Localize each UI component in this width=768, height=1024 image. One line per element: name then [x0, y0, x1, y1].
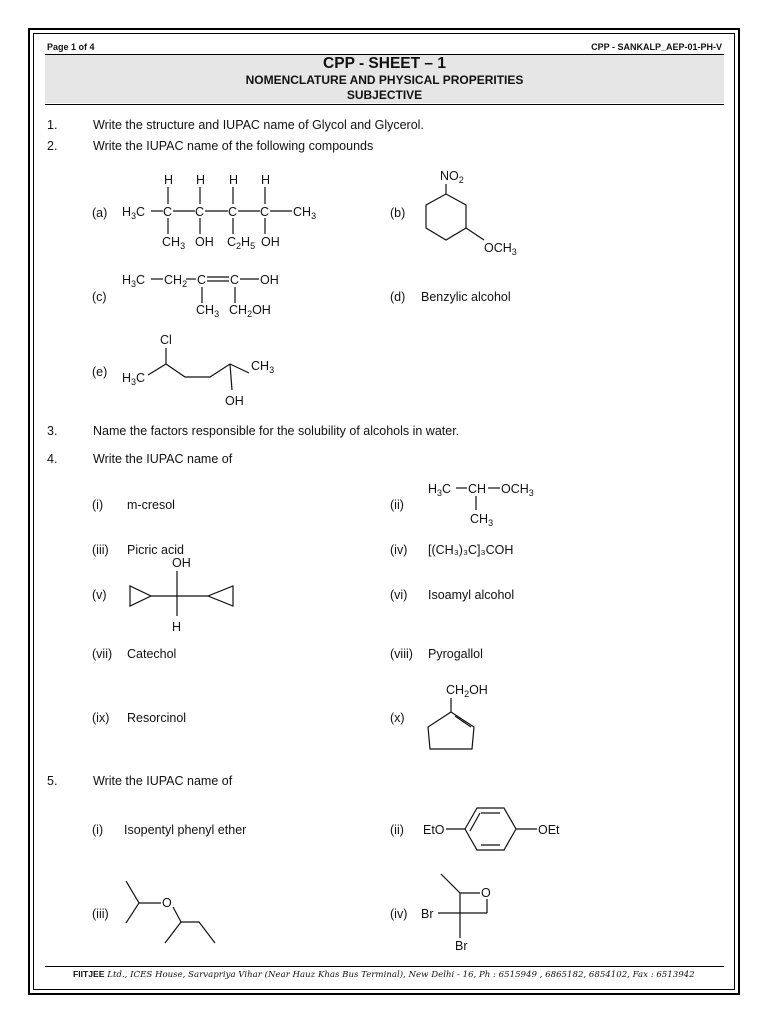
- option-label: (x): [390, 711, 405, 725]
- option-label: (viii): [390, 647, 413, 661]
- svg-text:OEt: OEt: [538, 823, 560, 837]
- question-number: 3.: [47, 424, 58, 438]
- svg-text:OH: OH: [261, 235, 280, 249]
- question-text: Write the structure and IUPAC name of Glycol and Glycerol.: [93, 118, 424, 132]
- question-number: 4.: [47, 452, 58, 466]
- svg-text:Cl: Cl: [160, 333, 172, 347]
- question-text: Name the factors responsible for the solubility of alcohols in water.: [93, 424, 460, 438]
- option-label: (iv): [390, 543, 408, 557]
- svg-text:H3C: $H_3C$: [122, 205, 146, 221]
- svg-text:NO2: $NO_2$: [440, 169, 464, 185]
- svg-text:EtO: EtO: [423, 823, 445, 837]
- svg-text:H3C: $H_3C$: [122, 273, 146, 289]
- document-code: CPP - SANKALP_AEP-01-PH-V: [591, 42, 722, 52]
- svg-text:Br: Br: [421, 907, 434, 921]
- svg-text:C: C: [195, 205, 205, 219]
- section-title: SUBJECTIVE: [346, 88, 423, 102]
- svg-text:OH: OH: [195, 235, 214, 249]
- question-number: 1.: [47, 118, 58, 132]
- option-text: [(CH₃)₃C]₃COH: [428, 543, 514, 557]
- svg-text:OCH3: $OCH_3$: [484, 241, 517, 257]
- footer-brand: FIITJEE: [73, 969, 105, 979]
- svg-text:OH: OH: [225, 394, 244, 408]
- footer-rule: [45, 966, 724, 967]
- option-label: (ii): [390, 498, 404, 512]
- option-text: Isoamyl alcohol: [428, 588, 515, 602]
- option-label: (i): [92, 823, 104, 837]
- svg-text:C: C: [228, 205, 238, 219]
- footer-address: [73, 969, 695, 980]
- option-label: (i): [92, 498, 104, 512]
- svg-text:OCH3: $OCH_3$: [501, 482, 534, 498]
- svg-text:C: C: [230, 273, 240, 287]
- svg-text:O: O: [481, 886, 491, 900]
- sheet-subtitle: NOMENCLATURE AND PHYSICAL PROPERITIES: [245, 73, 524, 87]
- svg-text:C: C: [163, 205, 173, 219]
- option-label: (v): [92, 588, 107, 602]
- svg-text:H3C: $H_3C$: [428, 482, 452, 498]
- question-text: Write the IUPAC name of: [93, 452, 233, 466]
- svg-text:OH: OH: [172, 556, 191, 570]
- svg-text:H: H: [261, 173, 271, 187]
- svg-text:H: H: [172, 620, 182, 634]
- footer-text: Ltd., ICES House, Sarvapriya Vihar (Near Hauz Khas Bus Terminal), New Delhi - 16, Ph : 6515949 , 6865182, 6854102, Fax : 6513942: [107, 970, 695, 980]
- option-label: (b): [390, 206, 406, 220]
- question-text: Write the IUPAC name of the following compounds: [93, 139, 374, 153]
- option-text: Isopentyl phenyl ether: [124, 823, 247, 837]
- option-text: Benzylic alcohol: [421, 290, 511, 304]
- option-label: (iii): [92, 543, 109, 557]
- svg-text:CH: CH: [468, 482, 487, 496]
- svg-text:CH2OH: $CH_2OH$: [229, 303, 271, 319]
- option-label: (a): [92, 206, 108, 220]
- svg-text:C: C: [197, 273, 207, 287]
- svg-text:O: O: [162, 896, 172, 910]
- option-text: Pyrogallol: [428, 647, 483, 661]
- svg-text:CH3: $CH_3$: [251, 359, 275, 375]
- svg-text:H3C: $H_3C$: [122, 371, 146, 387]
- svg-text:CH2OH: $CH_2OH$: [446, 683, 488, 699]
- svg-text:CH3: $CH_3$: [196, 303, 220, 319]
- option-label: (vii): [92, 647, 113, 661]
- option-label: (d): [390, 290, 406, 304]
- option-text: m-cresol: [127, 498, 175, 512]
- svg-text:Br: Br: [455, 939, 468, 953]
- svg-text:C: C: [260, 205, 270, 219]
- svg-text:OH: OH: [260, 273, 279, 287]
- option-text: Catechol: [127, 647, 177, 661]
- question-number: 2.: [47, 139, 58, 153]
- option-label: (iv): [390, 907, 408, 921]
- svg-text:CH3: $CH_3$: [162, 235, 186, 251]
- svg-text:CH3: $CH_3$: [293, 205, 317, 221]
- option-label: (iii): [92, 907, 109, 921]
- sheet-title: CPP - SHEET – 1: [323, 55, 446, 72]
- svg-text:H: H: [229, 173, 239, 187]
- option-label: (ix): [92, 711, 110, 725]
- svg-text:H: H: [164, 173, 174, 187]
- question-number: 5.: [47, 774, 58, 788]
- option-label: (e): [92, 365, 108, 379]
- option-label: (vi): [390, 588, 408, 602]
- question-text: Write the IUPAC name of: [93, 774, 233, 788]
- svg-text:C2H5: $C_2H_5$: [227, 235, 256, 251]
- option-text: Resorcinol: [127, 711, 187, 725]
- option-label: (c): [92, 290, 107, 304]
- option-label: (ii): [390, 823, 404, 837]
- option-text: Picric acid: [127, 543, 184, 557]
- svg-text:CH2: $CH_2$: [164, 273, 188, 289]
- svg-text:H: H: [196, 173, 206, 187]
- page-number: Page 1 of 4: [47, 42, 95, 52]
- svg-text:CH3: $CH_3$: [470, 512, 494, 528]
